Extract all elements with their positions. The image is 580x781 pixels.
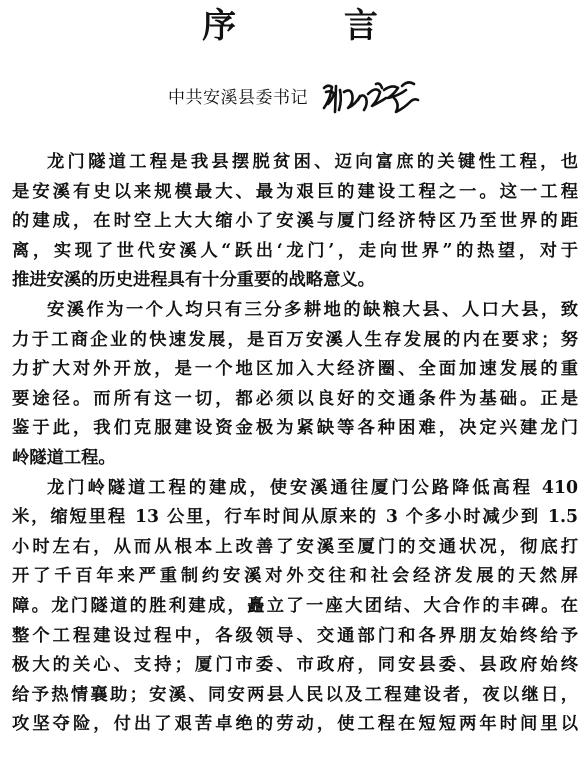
paragraph-3 [12, 474, 578, 740]
preface-body [12, 148, 578, 740]
text-line: 米，缩短里程 13 公里，行车时间从原来的 3 个多小时减少到 1.5 [12, 507, 578, 528]
byline [168, 78, 428, 118]
text-line: 极大的关心、支持；厦门市委、市政府，同安县委、县政府始终 [12, 655, 578, 676]
text-line: 龙门隧道工程是我县摆脱贫困、迈向富庶的关键性工程，也 [47, 152, 578, 172]
text-line: 攻坚夺险，付出了艰苦卓绝的劳动，使工程在短短两年时间里以 [12, 714, 578, 735]
text-line: 龙门岭隧道工程的建成，使安溪通往厦门公路降低高程 410 [47, 477, 578, 498]
text-line: 开了千百年来严重制约安溪对外交往和社会经济发展的天然屏 [12, 566, 578, 587]
text-line: 推进安溪的历史进程具有十分重要的战略意义。 [12, 270, 375, 291]
text-line: 是安溪有史以来规模最大、最为艰巨的建设工程之一。这一工程 [12, 181, 578, 202]
text-line: 给予热情襄助；安溪、同安两县人民以及工程建设者，夜以继日， [12, 684, 578, 705]
text-line: 障。龙门隧道的胜利建成，矗立了一座大团结、大合作的丰碑。在 [12, 595, 578, 616]
text-line: 小时左右，从而从根本上改善了安溪至厦门的交通状况，彻底打 [12, 536, 578, 557]
text-line: 岭隧道工程。 [12, 447, 116, 468]
text-line: 要途径。而所有这一切，都必须以良好的交通条件为基础。正是 [12, 388, 578, 409]
author-title: 中共安溪县委书记 [168, 88, 308, 108]
text-line: 安溪作为一个人均只有三分多耕地的缺粮大县、人口大县，致 [47, 299, 578, 320]
text-line: 力于工商企业的快速发展，是百万安溪人生存发展的内在要求；努 [12, 329, 578, 350]
text-line: 鉴于此，我们克服建设资金极为紧缺等各种困难，决定兴建龙门 [12, 418, 578, 439]
text-line: 力扩大对外开放，是一个地区加入大经济圈、全面加速发展的重 [12, 359, 578, 380]
document-title: 序 言 [202, 6, 426, 46]
text-line: 离，实现了世代安溪人“跃出‘龙门’，走向世界”的热望，对于 [12, 240, 578, 261]
handwritten-signature [318, 78, 428, 118]
text-line: 整个工程建设过程中，各级领导、交通部门和各界朋友始终给予 [12, 625, 578, 646]
paragraph-2 [12, 296, 578, 474]
paragraph-1 [12, 148, 578, 296]
text-line: 的建成，在时空上大大缩小了安溪与厦门经济特区乃至世界的距 [12, 211, 578, 232]
